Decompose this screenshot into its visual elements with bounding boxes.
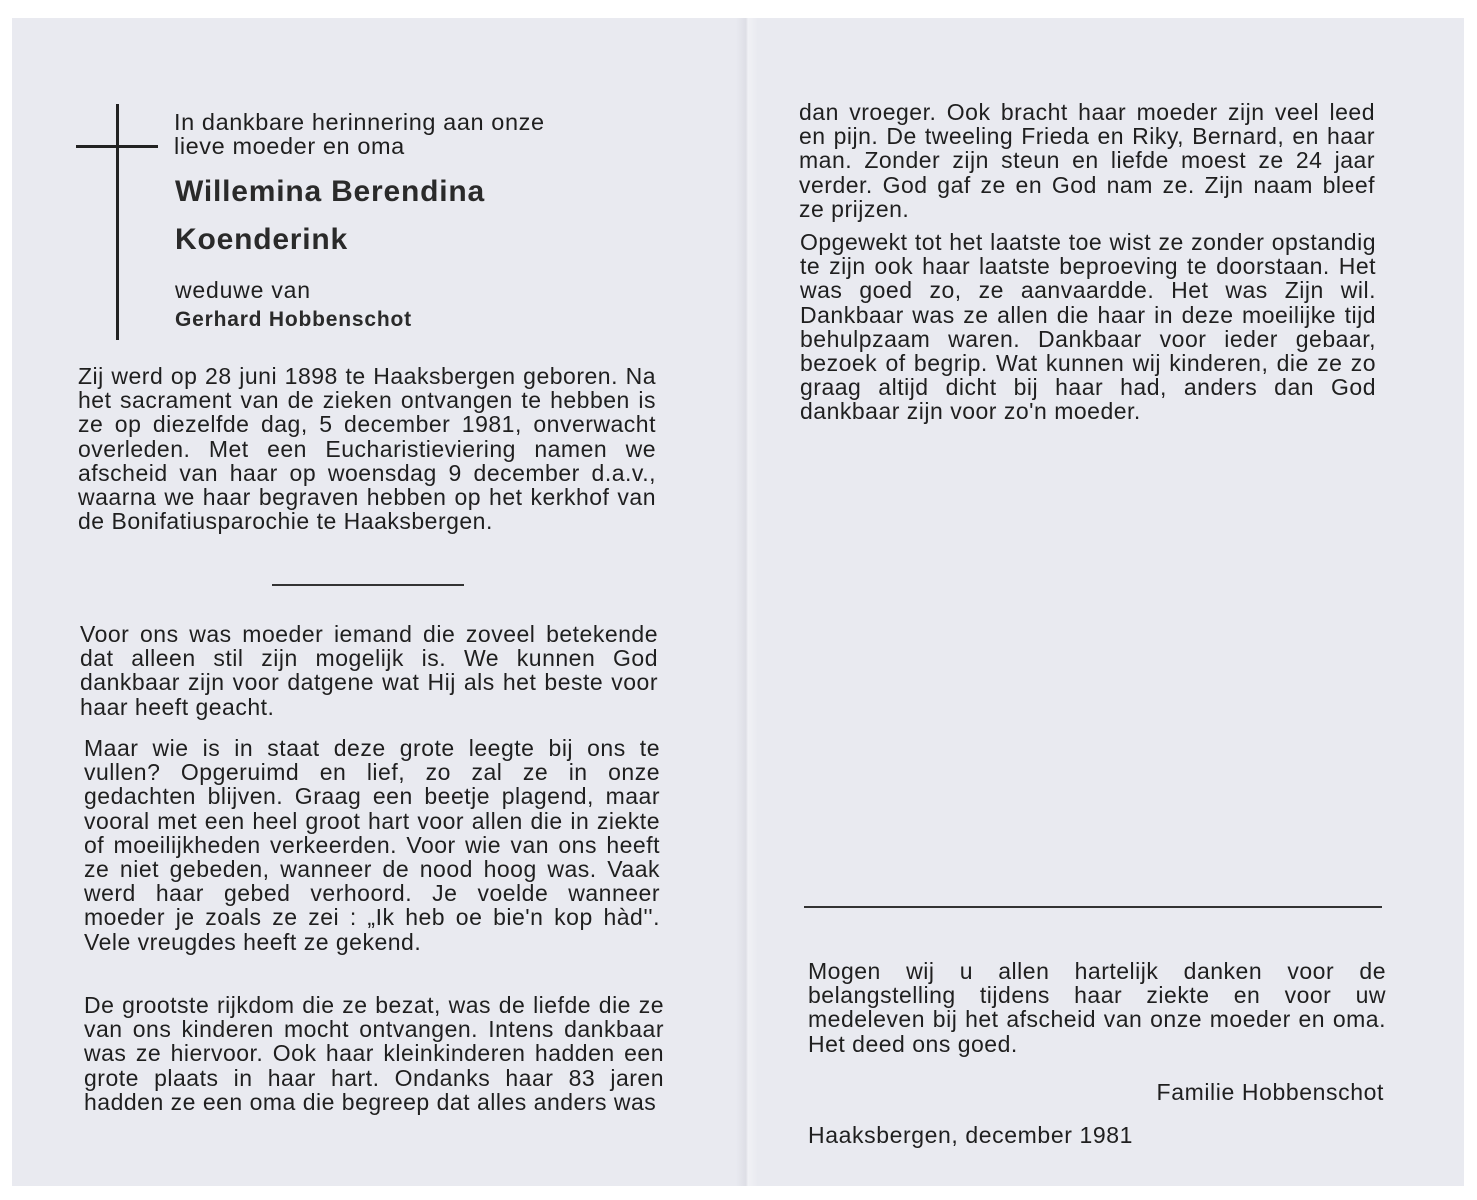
- right-paragraph-1: dan vroeger. Ook bracht haar moeder zijn veel leed en pijn. De tweeling Frieda en Riky, Bernard, en haar man. Zonder zijn steun en liefde moest ze 24 jaar verder. God gaf ze en God nam ze. Zijn naam bleef ze prijzen.: [799, 99, 1375, 222]
- divider-long: [804, 906, 1382, 908]
- signature: Familie Hobbenschot: [1156, 1079, 1384, 1105]
- thanks-paragraph: Mogen wij u allen hartelijk danken voor de belangstelling tijdens haar ziekte en voor uw medeleven bij het afscheid van onze moeder en oma. Het deed ons goed.: [808, 958, 1386, 1057]
- divider: [272, 584, 464, 586]
- widow-label: weduwe van: [175, 277, 311, 303]
- intro-text: [174, 110, 545, 158]
- memorial-card: [12, 18, 1464, 1186]
- deceased-surname: Koenderink: [175, 223, 349, 256]
- left-paragraph-2: Voor ons was moeder iemand die zoveel betekende dat alleen stil zijn mogelijk is. We kunnen God dankbaar zijn voor datgene wat Hij als het beste voor haar heeft geacht.: [80, 621, 658, 720]
- right-paragraph-2: Opgewekt tot het laatste toe wist ze zonder opstandig te zijn ook haar laatste beproeving te doorstaan. Het was goed zo, ze aanvaardde. Het was Zijn wil. Dankbaar was ze allen die haar in deze moeilijke tijd behulpzaam waren. Dankbaar voor ieder gebaar, bezoek of begrip. Wat kunnen wij kinderen, die ze zo graag altijd dicht bij haar had, anders dan God dankbaar zijn voor zo'n moeder.: [800, 229, 1376, 425]
- husband-name: Gerhard Hobbenschot: [175, 308, 412, 331]
- intro-line-1: In dankbare herinnering aan onze: [174, 109, 545, 135]
- deceased-first-names: Willemina Berendina: [175, 175, 485, 208]
- left-paragraph-1: Zij werd op 28 juni 1898 te Haaksbergen geboren. Na het sacrament van de zieken ontvangen te hebben is ze op diezelfde dag, 5 december 1981, onverwacht overleden. Met een Eucharistieviering namen we afscheid van haar op woensdag 9 december d.a.v., waarna we haar begraven hebben op het kerkhof van de Bonifatiusparochie te Haaksbergen.: [78, 363, 656, 535]
- cross-icon-bar: [76, 145, 158, 148]
- intro-line-2: lieve moeder en oma: [174, 133, 405, 159]
- place-date: Haaksbergen, december 1981: [808, 1122, 1134, 1148]
- card-fold: [736, 18, 758, 1186]
- cross-icon: [116, 104, 119, 340]
- left-paragraph-4: De grootste rijkdom die ze bezat, was de liefde die ze van ons kinderen mocht ontvangen. Intens dankbaar was ze hiervoor. Ook haar kleinkinderen hadden een grote plaats in haar hart. Ondanks haar 83 jaren hadden ze een oma die begreep dat alles anders was: [84, 992, 664, 1115]
- left-paragraph-3: Maar wie is in staat deze grote leegte bij ons te vullen? Opgeruimd en lief, zo zal ze in onze gedachten blijven. Graag een beetje plagend, maar vooral met een heel groot hart voor allen die in ziekte of moeilijkheden verkeerden. Voor wie van ons heeft ze niet gebeden, wanneer de nood hoog was. Vaak werd haar gebed verhoord. Je voelde wanneer moeder je zoals ze zei : „Ik heb oe bie'n kop hàd''. Vele vreugdes heeft ze gekend.: [84, 735, 660, 955]
